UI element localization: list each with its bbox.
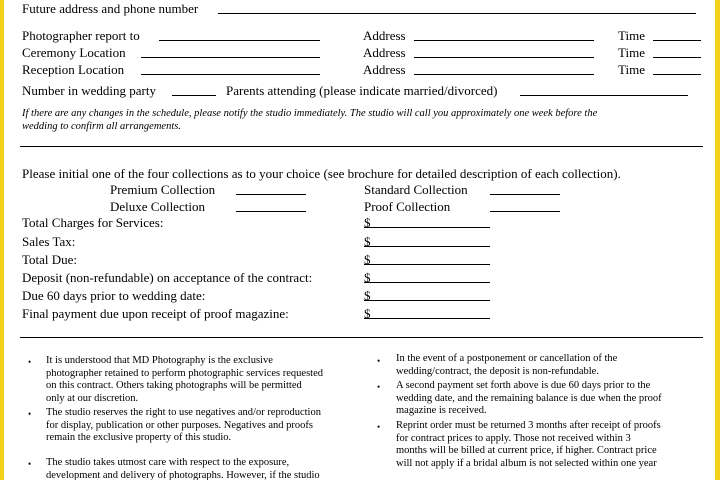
bullet-icon: • bbox=[377, 356, 381, 366]
standard-label: Standard Collection bbox=[364, 182, 468, 197]
bullet-icon: • bbox=[377, 382, 381, 392]
term-line: The studio takes utmost care with respect to the exposure, bbox=[46, 457, 290, 468]
bullet-icon: • bbox=[28, 409, 32, 419]
collections-instruction: Please initial one of the four collections as to your choice (see brochure for detailed description of each collection). bbox=[22, 166, 621, 181]
parents-field[interactable] bbox=[520, 95, 688, 96]
party-field[interactable] bbox=[172, 95, 216, 96]
term-second-payment bbox=[396, 380, 662, 418]
term-line: months will be billed at current price, if higher. Contract price bbox=[396, 445, 657, 456]
total-due-field[interactable] bbox=[364, 264, 490, 265]
term-line: wedding/contract, the deposit is non-refundable. bbox=[396, 365, 599, 377]
bullet-icon: • bbox=[28, 459, 32, 469]
term-line: wedding date, and the remaining balance is due when the proof bbox=[396, 392, 662, 404]
contract-page bbox=[4, 0, 715, 480]
final-payment-dollar: $ bbox=[364, 306, 371, 321]
proof-label: Proof Collection bbox=[364, 199, 451, 214]
sales-tax-label: Sales Tax: bbox=[22, 234, 76, 249]
term-line: for contract prices to apply. Those not received within 3 bbox=[396, 432, 631, 444]
reception-field[interactable] bbox=[141, 74, 320, 75]
report-to-field[interactable] bbox=[159, 40, 320, 41]
sales-tax-dollar: $ bbox=[364, 234, 371, 249]
future-address-field[interactable] bbox=[218, 13, 696, 14]
term-care bbox=[46, 457, 320, 480]
due-60-days-dollar: $ bbox=[364, 288, 371, 303]
reception-address-label: Address bbox=[363, 62, 406, 77]
reception-time-field[interactable] bbox=[653, 74, 701, 75]
deluxe-label: Deluxe Collection bbox=[110, 199, 205, 214]
total-charges-dollar: $ bbox=[364, 215, 371, 230]
schedule-note-line2: wedding to confirm all arrangements. bbox=[22, 121, 181, 132]
total-due-dollar: $ bbox=[364, 252, 371, 267]
reception-address-field[interactable] bbox=[414, 74, 594, 75]
term-line: photographer retained to perform photographic services requested bbox=[46, 367, 323, 379]
schedule-note-line1: If there are any changes in the schedule, please notify the studio immediately. The studio will call you approximately one week before the bbox=[22, 108, 598, 119]
ceremony-address-field[interactable] bbox=[414, 57, 594, 58]
future-address-label: Future address and phone number bbox=[22, 1, 199, 16]
ceremony-time-label: Time bbox=[618, 45, 645, 60]
report-time-label: Time bbox=[618, 28, 645, 43]
deposit-field[interactable] bbox=[364, 282, 490, 283]
term-line: only at our discretion. bbox=[46, 392, 139, 404]
party-label: Number in wedding party bbox=[22, 83, 156, 98]
term-line: for display, publication or other purposes. Negatives and proofs bbox=[46, 419, 314, 431]
total-charges-label: Total Charges for Services: bbox=[22, 215, 164, 230]
deposit-label: Deposit (non-refundable) on acceptance of the contract: bbox=[22, 270, 313, 285]
sales-tax-field[interactable] bbox=[364, 246, 490, 247]
term-exclusive bbox=[46, 355, 323, 405]
report-address-label: Address bbox=[363, 28, 406, 43]
section-divider-1 bbox=[20, 146, 703, 147]
premium-initial-field[interactable] bbox=[236, 194, 306, 195]
deluxe-initial-field[interactable] bbox=[236, 211, 306, 212]
final-payment-label: Final payment due upon receipt of proof magazine: bbox=[22, 306, 289, 321]
standard-initial-field[interactable] bbox=[490, 194, 560, 195]
term-line: Reprint order must be returned 3 months after receipt of proofs bbox=[396, 420, 661, 431]
deposit-dollar: $ bbox=[364, 270, 371, 285]
bullet-icon: • bbox=[28, 357, 32, 367]
term-postponement bbox=[396, 353, 617, 378]
due-60-days-field[interactable] bbox=[364, 300, 490, 301]
ceremony-label: Ceremony Location bbox=[22, 45, 126, 60]
ceremony-time-field[interactable] bbox=[653, 57, 701, 58]
term-line: The studio reserves the right to use negatives and/or reproduction bbox=[46, 407, 321, 418]
term-reprint bbox=[396, 420, 661, 470]
due-60-days-label: Due 60 days prior to wedding date: bbox=[22, 288, 206, 303]
report-time-field[interactable] bbox=[653, 40, 701, 41]
term-line: on this contract. Others taking photographs will be permitted bbox=[46, 380, 302, 391]
section-divider-2 bbox=[20, 337, 703, 338]
final-payment-field[interactable] bbox=[364, 318, 490, 319]
total-charges-field[interactable] bbox=[364, 227, 490, 228]
term-line: development and delivery of photographs. However, if the studio bbox=[46, 469, 320, 480]
term-line: magazine is received. bbox=[396, 405, 487, 416]
term-line: will not apply if a bridal album is not selected within one year bbox=[396, 457, 657, 469]
ceremony-field[interactable] bbox=[141, 57, 320, 58]
term-line: It is understood that MD Photography is the exclusive bbox=[46, 355, 273, 366]
term-line: remain the exclusive property of this studio. bbox=[46, 432, 232, 443]
bullet-icon: • bbox=[377, 422, 381, 432]
reception-label: Reception Location bbox=[22, 62, 125, 77]
term-line: In the event of a postponement or cancellation of the bbox=[396, 353, 618, 364]
report-address-field[interactable] bbox=[414, 40, 594, 41]
term-negatives bbox=[46, 407, 321, 445]
premium-label: Premium Collection bbox=[110, 182, 216, 197]
parents-label: Parents attending (please indicate married/divorced) bbox=[226, 83, 498, 98]
ceremony-address-label: Address bbox=[363, 45, 406, 60]
report-to-label: Photographer report to bbox=[22, 28, 140, 43]
term-line: A second payment set forth above is due 60 days prior to the bbox=[396, 380, 651, 391]
proof-initial-field[interactable] bbox=[490, 211, 560, 212]
reception-time-label: Time bbox=[618, 62, 645, 77]
total-due-label: Total Due: bbox=[22, 252, 78, 267]
